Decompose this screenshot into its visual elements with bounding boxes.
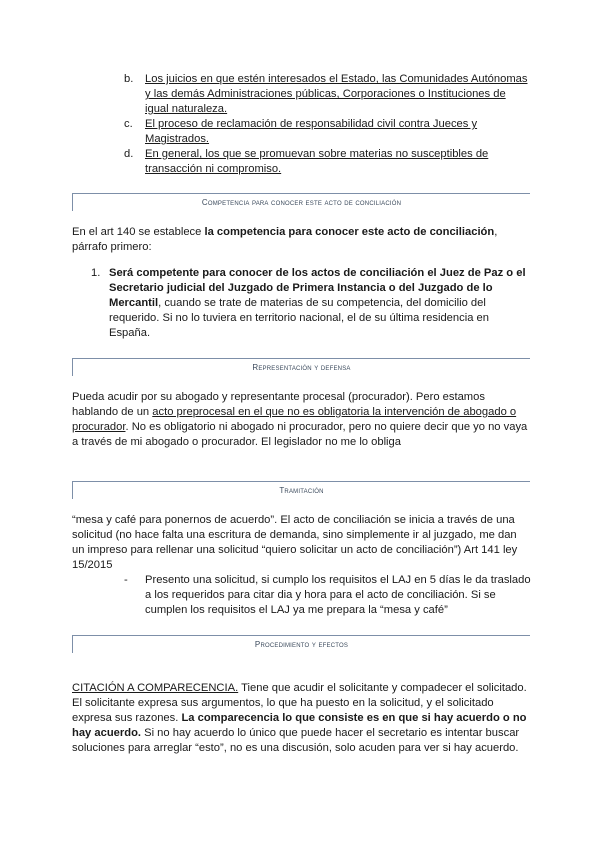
representacion-line-2 [72,405,516,421]
section-heading-competencia: Competencia para conocer este acto de conciliación [72,193,530,211]
procedimiento-line-4-text: Si no hay acuerdo lo único que puede hacer el secretario es intentar buscar [141,727,520,739]
tramitacion-line-3: un impreso para rellenar una solicitud “quiero solicitar un acto de conciliación”) Art 141 ley [72,544,518,556]
procedimiento-line-2: El solicitante expresa sus argumentos, lo que ha puesto en la solicitud, y el solicitado [72,697,494,709]
tramitacion-bullet-marker: - [124,574,128,586]
competencia-intro-line-1 [72,225,497,241]
tramitacion-bullet-line-3: cumplen los requisitos el LAJ ya me prepara la “mesa y café” [145,604,448,616]
tramitacion-line-1: “mesa y café para ponernos de acuerdo”. El acto de conciliación se inicia a través de una [72,514,515,526]
procedimiento-line-3-text: expresa sus razones. [72,712,182,724]
competencia-item-bold-2: Secretario judicial del Juzgado de Primera Instancia o del Juzgado de lo [109,282,493,294]
tramitacion-line-4: 15/2015 [72,559,113,571]
tramitacion-line-2: solicitud (no hace falta una escritura de demanda, sino simplemente ir al juzgado, me dan [72,529,517,541]
tramitacion-bullet-line-2: a los requeridos para citar dia y hora para el acto de conciliación. Si se [145,589,496,601]
list-marker-c: c. [124,118,133,130]
list-item-d-line-2: transacción ni compromiso. [145,163,282,175]
representacion-line-4: a través de mi abogado o procurador. El legislador no me lo obliga [72,436,401,448]
representacion-line-1: Pueda acudir por su abogado y representante procesal (procurador). Pero estamos [72,391,485,403]
procedimiento-line-4 [72,726,519,742]
procedimiento-line-3-bold: La comparecencia lo que consiste es en que si hay acuerdo o no [181,712,527,724]
list-item-d-line-1: En general, los que se promuevan sobre materias no susceptibles de [145,148,489,160]
list-marker-b: b. [124,73,134,85]
competencia-item-bold-1: Será competente para conocer de los actos de conciliación el Juez de Paz o el [109,267,526,279]
representacion-line-2-underlined: acto preprocesal en el que no es obligatoria la intervención de abogado o [152,406,517,418]
competencia-item-marker: 1. [91,267,101,279]
competencia-item-rest-3: , cuando se trate de materias de su competencia, del domicilio del [158,297,486,309]
competencia-intro-text-1: En el art 140 se establece [72,226,205,238]
procedimiento-line-5: soluciones para arreglar “esto”, no es una discusión, solo acuden para ver si hay acuerdo. [72,742,519,754]
list-item-c-line-2: Magistrados. [145,133,210,145]
list-item-b-line-1: Los juicios en que estén interesados el Estado, las Comunidades Autónomas [145,73,528,85]
list-item-c-line-1: El proceso de reclamación de responsabilidad civil contra Jueces y [145,118,478,130]
procedimiento-line-1-text: Tiene que acudir el solicitante y compadecer el solicitado. [238,682,527,694]
competencia-item-line-3 [109,296,486,312]
competencia-item-bold-3: Mercantil [109,297,159,309]
representacion-line-3-underlined: procurador [72,421,126,433]
competencia-intro-line-2: párrafo primero: [72,241,152,253]
representacion-line-3 [72,420,527,436]
procedimiento-line-1 [72,681,527,697]
section-heading-tramitacion: Tramitación [72,481,530,499]
section-heading-representacion: Representación y defensa [72,358,530,376]
procedimiento-line-3 [72,711,527,727]
tramitacion-bullet-line-1: Presento una solicitud, si cumplo los requisitos el LAJ en 5 días le da traslado [145,574,531,586]
competencia-item-line-5: España. [109,327,151,339]
section-heading-procedimiento: Procedimiento y efectos [72,635,530,653]
list-item-b-line-3: igual naturaleza. [145,103,228,115]
competencia-intro-text-2: , [494,226,498,238]
representacion-line-2-text: hablando de un [72,406,153,418]
representacion-line-3-text: . No es obligatorio ni abogado ni procurador, pero no quiere decir que yo no vaya [125,421,528,433]
procedimiento-line-4-bold: hay acuerdo. [72,727,142,739]
competencia-intro-bold: la competencia para conocer este acto de conciliación [204,226,495,238]
competencia-item-line-4: requerido. Si no lo tuviera en territorio nacional, el de su última residencia en [109,312,489,324]
list-marker-d: d. [124,148,134,160]
list-item-b-line-2: y las demás Administraciones públicas, Corporaciones o Instituciones de [145,88,506,100]
procedimiento-line-1-underlined: CITACIÓN A COMPARECENCIA. [72,682,239,694]
